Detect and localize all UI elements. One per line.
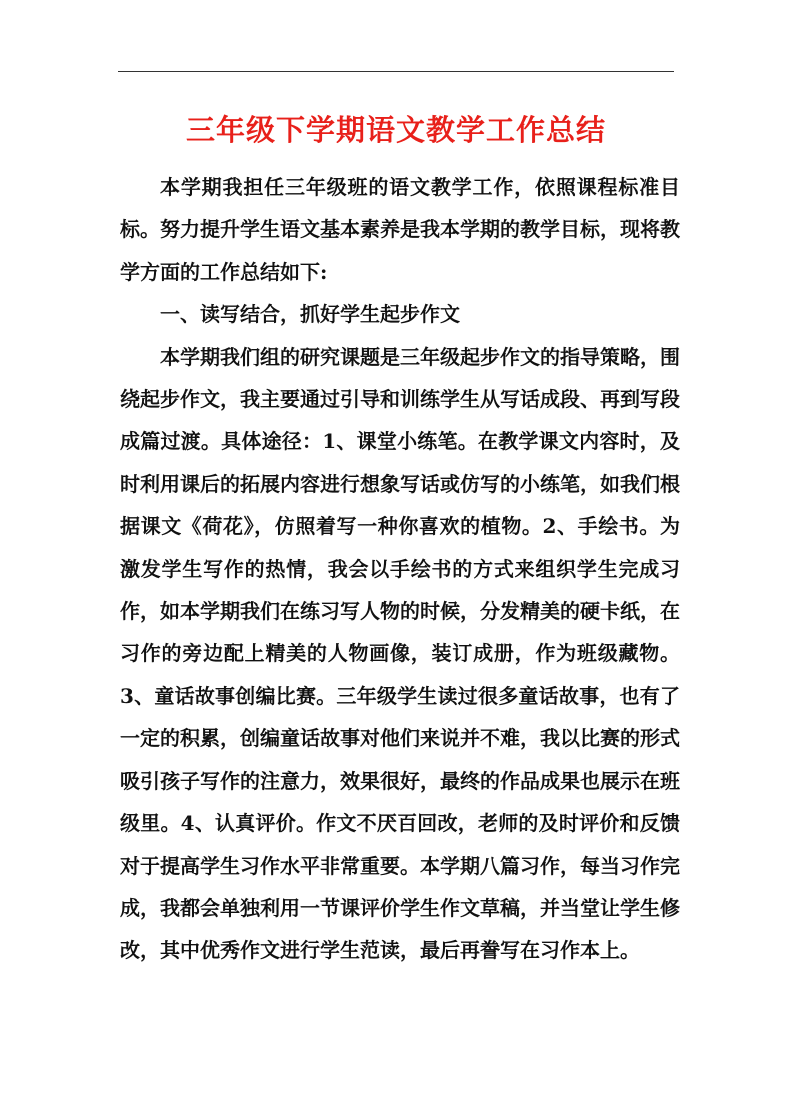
document-body — [120, 166, 680, 972]
header-rule — [118, 71, 674, 72]
body-paragraph: 本学期我们组的研究课题是三年级起步作文的指导策略，围绕起步作文，我主要通过引导和训练学生从写话成段、再到写段成篇过渡。具体途径：1、课堂小练笔。在教学课文内容时，及时利用课后的拓展内容进行想象写话或仿写的小练笔，如我们根据课文《荷花》，仿照着写一种你喜欢的植物。2、手绘书。为激发学生写作的热情，我会以手绘书的方式来组织学生完成习作，如本学期我们在练习写人物的时候，分发精美的硬卡纸，在习作的旁边配上精美的人物画像，装订成册，作为班级藏物。3、童话故事创编比赛。三年级学生读过很多童话故事，也有了一定的积累，创编童话故事对他们来说并不难，我以比赛的形式吸引孩子写作的注意力，效果很好，最终的作品成果也展示在班级里。4、认真评价。作文不厌百回改，老师的及时评价和反馈对于提高学生习作水平非常重要。本学期八篇习作，每当习作完成，我都会单独利用一节课评价学生作文草稿，并当堂让学生修改，其中优秀作文进行学生范读，最后再誊写在习作本上。 — [120, 344, 680, 963]
intro-paragraph: 本学期我担任三年级班的语文教学工作，依照课程标准目标。努力提升学生语文基本素养是我本学期的教学目标，现将教学方面的工作总结如下: — [120, 175, 680, 284]
section-heading: 一、读写结合，抓好学生起步作文 — [160, 302, 460, 327]
document-title: 三年级下学期语文教学工作总结 — [185, 113, 606, 147]
